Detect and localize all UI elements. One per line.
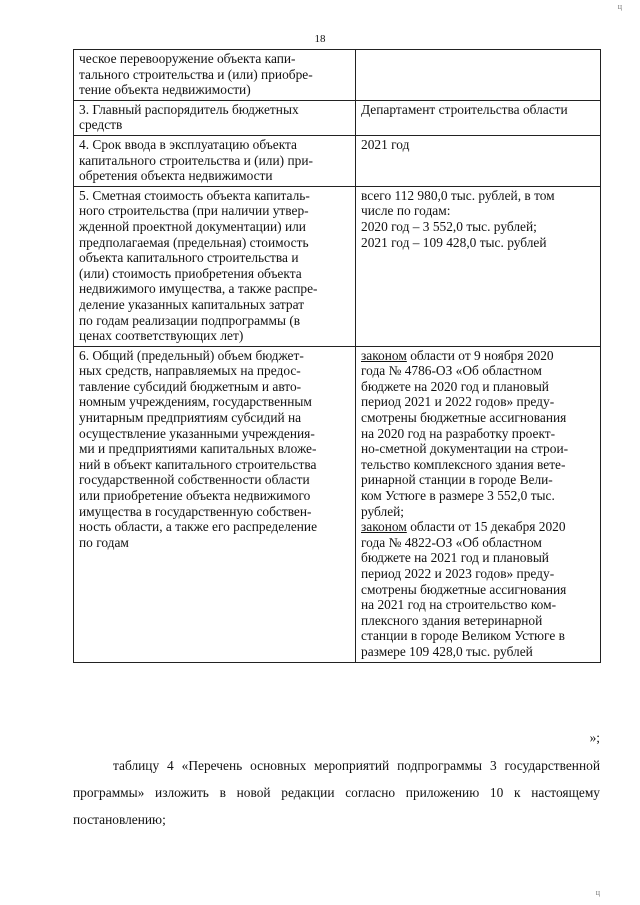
law-link[interactable]: законом — [361, 347, 407, 363]
body-paragraph: таблицу 4 «Перечень основных мероприятий подпрограммы 3 государственной программы» изложить в новой редакции согласно приложению 10 к настоящему постановлению; — [73, 758, 600, 827]
law-text: области от 9 ноября 2020 года № 4786-ОЗ «Об областном бюджете на 2020 год и плановый период 2021 и 2022 годов» преду- смотрены бюджетные ассигнования на 2020 год на разработку проект- но-сметной документации на строи- тельство комплексного здания вете- ринарной станции в городе Вели- ком Устюге в размере 3 552,0 тыс. рублей; — [361, 347, 569, 519]
row-label: 6. Общий (предельный) объем бюджет- ных средств, направляемых на предос- тавление субсидий бюджетным и авто- номным учреждениям, государственным унитарным предприятиям субсидий на осуществление указанными учреждения- ми и предприятиями капитальных вложе- ний в объект капитального строительства государственной собственности области или приобретение объекта недвижимого имущества в государственную собствен- ность области, а также его распределение по годам — [74, 346, 356, 662]
corner-mark-bottom: ц — [595, 888, 600, 897]
passport-table — [73, 49, 601, 663]
table-row — [74, 135, 601, 186]
row-label: 3. Главный распорядитель бюджетных средств — [74, 100, 356, 135]
table-row — [74, 346, 601, 662]
table-row — [74, 186, 601, 346]
closing-quote: »; — [589, 730, 600, 745]
row-value: 2021 год — [356, 135, 601, 186]
table-row — [74, 50, 601, 101]
row-value — [356, 50, 601, 101]
row-value: Департамент строительства области — [356, 100, 601, 135]
row-value — [356, 346, 601, 662]
table-row — [74, 100, 601, 135]
page-number: 18 — [314, 33, 326, 45]
row-label: ческое перевооружение объекта капи- тального строительства и (или) приобре- тение объекта недвижимости) — [74, 50, 356, 101]
law-text: области от 15 декабря 2020 года № 4822-ОЗ «Об областном бюджете на 2021 год и плановый период 2022 и 2023 годов» преду- смотрены бюджетные ассигнования на 2021 год на строительство ком- плексного здания ветеринарной станции в городе Великом Устюге в размере 109 428,0 тыс. рублей — [361, 519, 567, 659]
row-label: 5. Сметная стоимость объекта капиталь- ного строительства (при наличии утвер- жденной проектной документации) или предполагаемая (предельная) стоимость объекта капитального строительства и (или) стоимость приобретения объекта недвижимого имущества, а также распре- деление указанных капитальных затрат по годам реализации подпрограммы (в ценах соответствующих лет) — [74, 186, 356, 346]
corner-mark-top: ц — [617, 2, 622, 11]
law-link[interactable]: законом — [361, 519, 407, 535]
row-label: 4. Срок ввода в эксплуатацию объекта капитального строительства и (или) при- обретения объекта недвижимости — [74, 135, 356, 186]
row-value: всего 112 980,0 тыс. рублей, в том числе по годам: 2020 год – 3 552,0 тыс. рублей; 2021 год – 109 428,0 тыс. рублей — [356, 186, 601, 346]
